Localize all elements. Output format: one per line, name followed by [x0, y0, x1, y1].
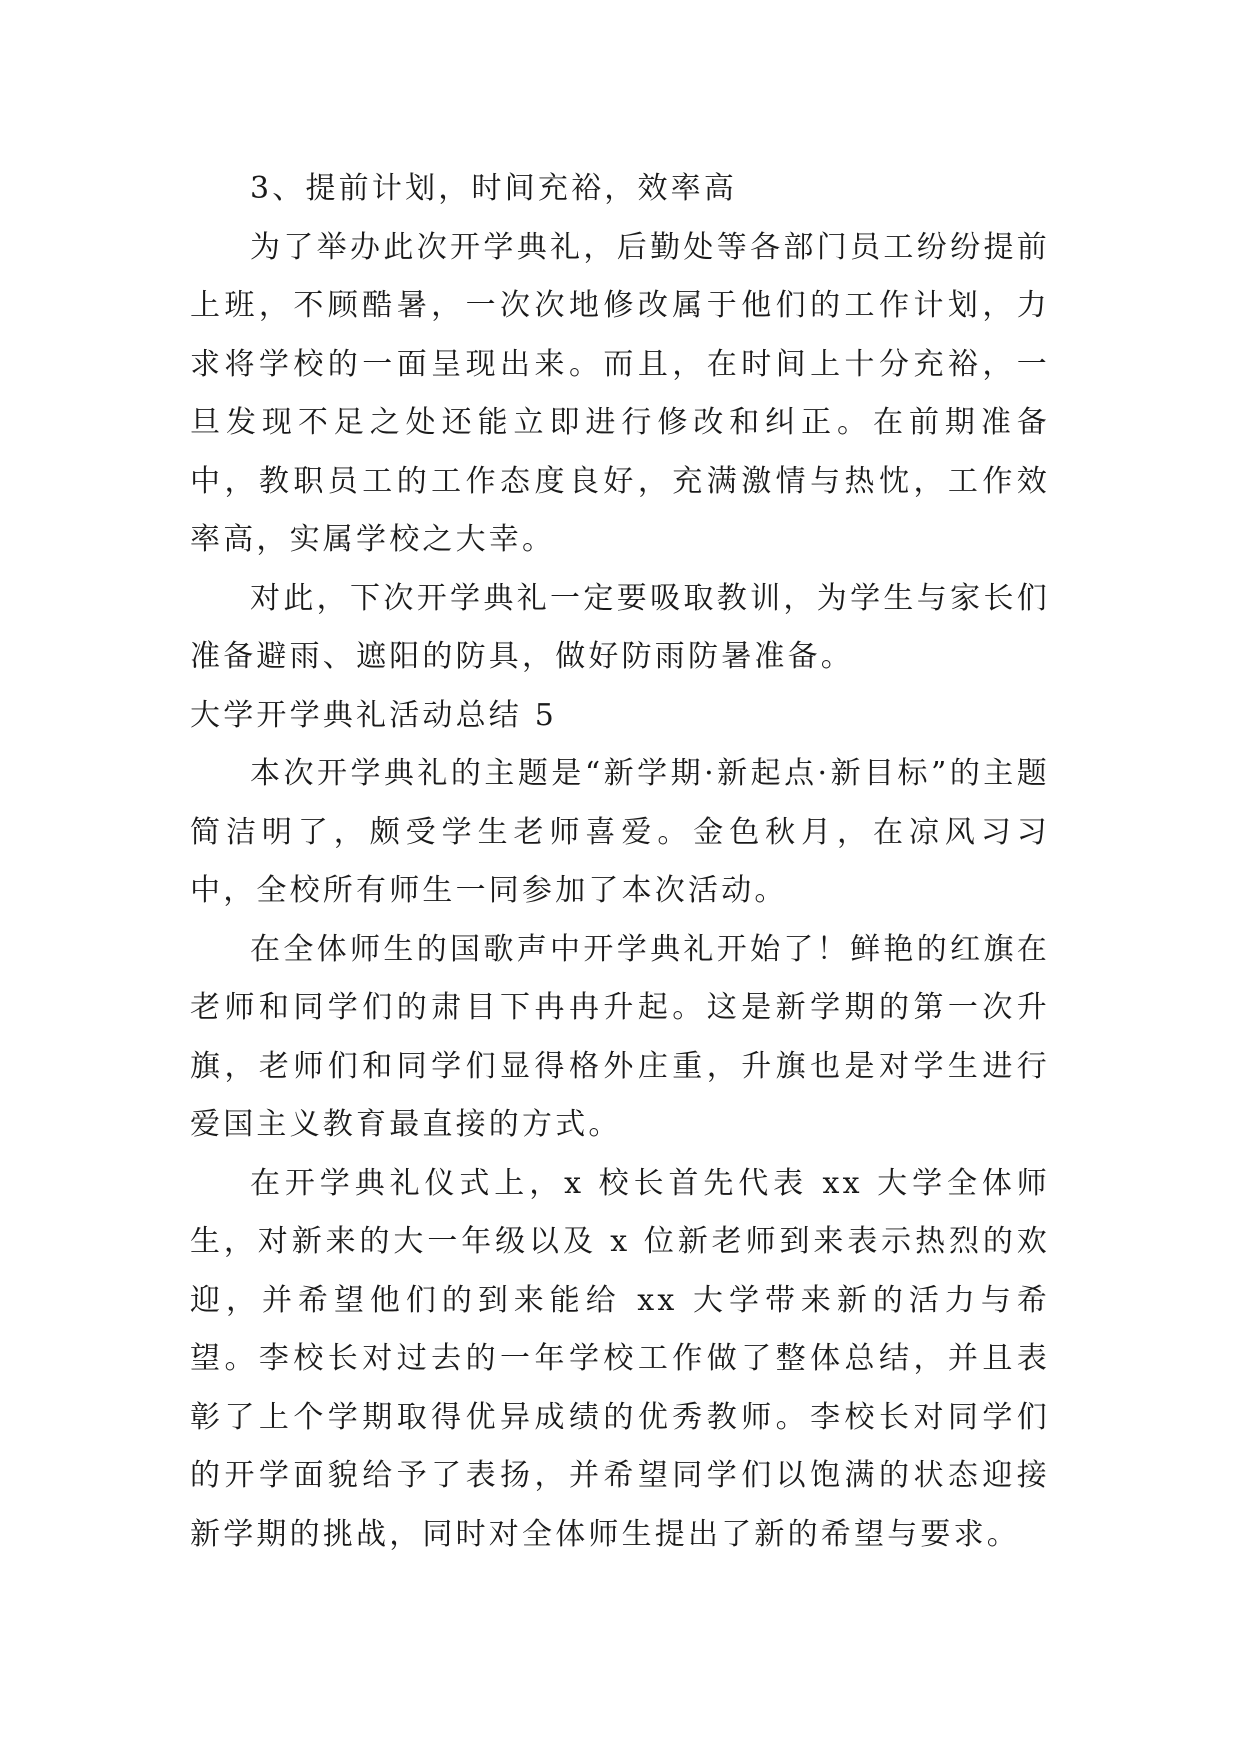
paragraph-lesson: 对此，下次开学典礼一定要吸取教训，为学生与家长们准备避雨、遮阳的防具，做好防雨防暑准备。	[190, 580, 1050, 674]
paragraph-preparation: 为了举办此次开学典礼，后勤处等各部门员工纷纷提前上班，不顾酷暑，一次次地修改属于他们的工作计划，力求将学校的一面呈现出来。而且，在时间上十分充裕，一旦发现不足之处还能立即进行修改和纠正。在前期准备中，教职员工的工作态度良好，充满激情与热忱，工作效率高，实属学校之大幸。	[190, 229, 1050, 557]
paragraph-flag-raising: 在全体师生的国歌声中开学典礼开始了！鲜艳的红旗在老师和同学们的肃目下冉冉升起。这是新学期的第一次升旗，老师们和同学们显得格外庄重，升旗也是对学生进行爱国主义教育最直接的方式。	[190, 931, 1050, 1142]
section-title: 大学开学典礼活动总结 5	[190, 697, 558, 733]
paragraph-principal-speech: 在开学典礼仪式上，x 校长首先代表 xx 大学全体师生，对新来的大一年级以及 x 位新老师到来表示热烈的欢迎，并希望他们的到来能给 xx 大学带来新的活力与希望。李校长对过去的一年学校工作做了整体总结，并且表彰了上个学期取得优异成绩的优秀教师。李校长对同学们的开学面貌给予了表扬，并希望同学们以饱满的状态迎接新学期的挑战，同时对全体师生提出了新的希望与要求。	[190, 1165, 1050, 1552]
paragraph-theme: 本次开学典礼的主题是“新学期·新起点·新目标”的主题简洁明了，颇受学生老师喜爱。金色秋月，在凉风习习中，全校所有师生一同参加了本次活动。	[190, 756, 1050, 908]
document-page	[190, 160, 1050, 1564]
item-heading: 3、提前计划，时间充裕，效率高	[250, 171, 738, 206]
